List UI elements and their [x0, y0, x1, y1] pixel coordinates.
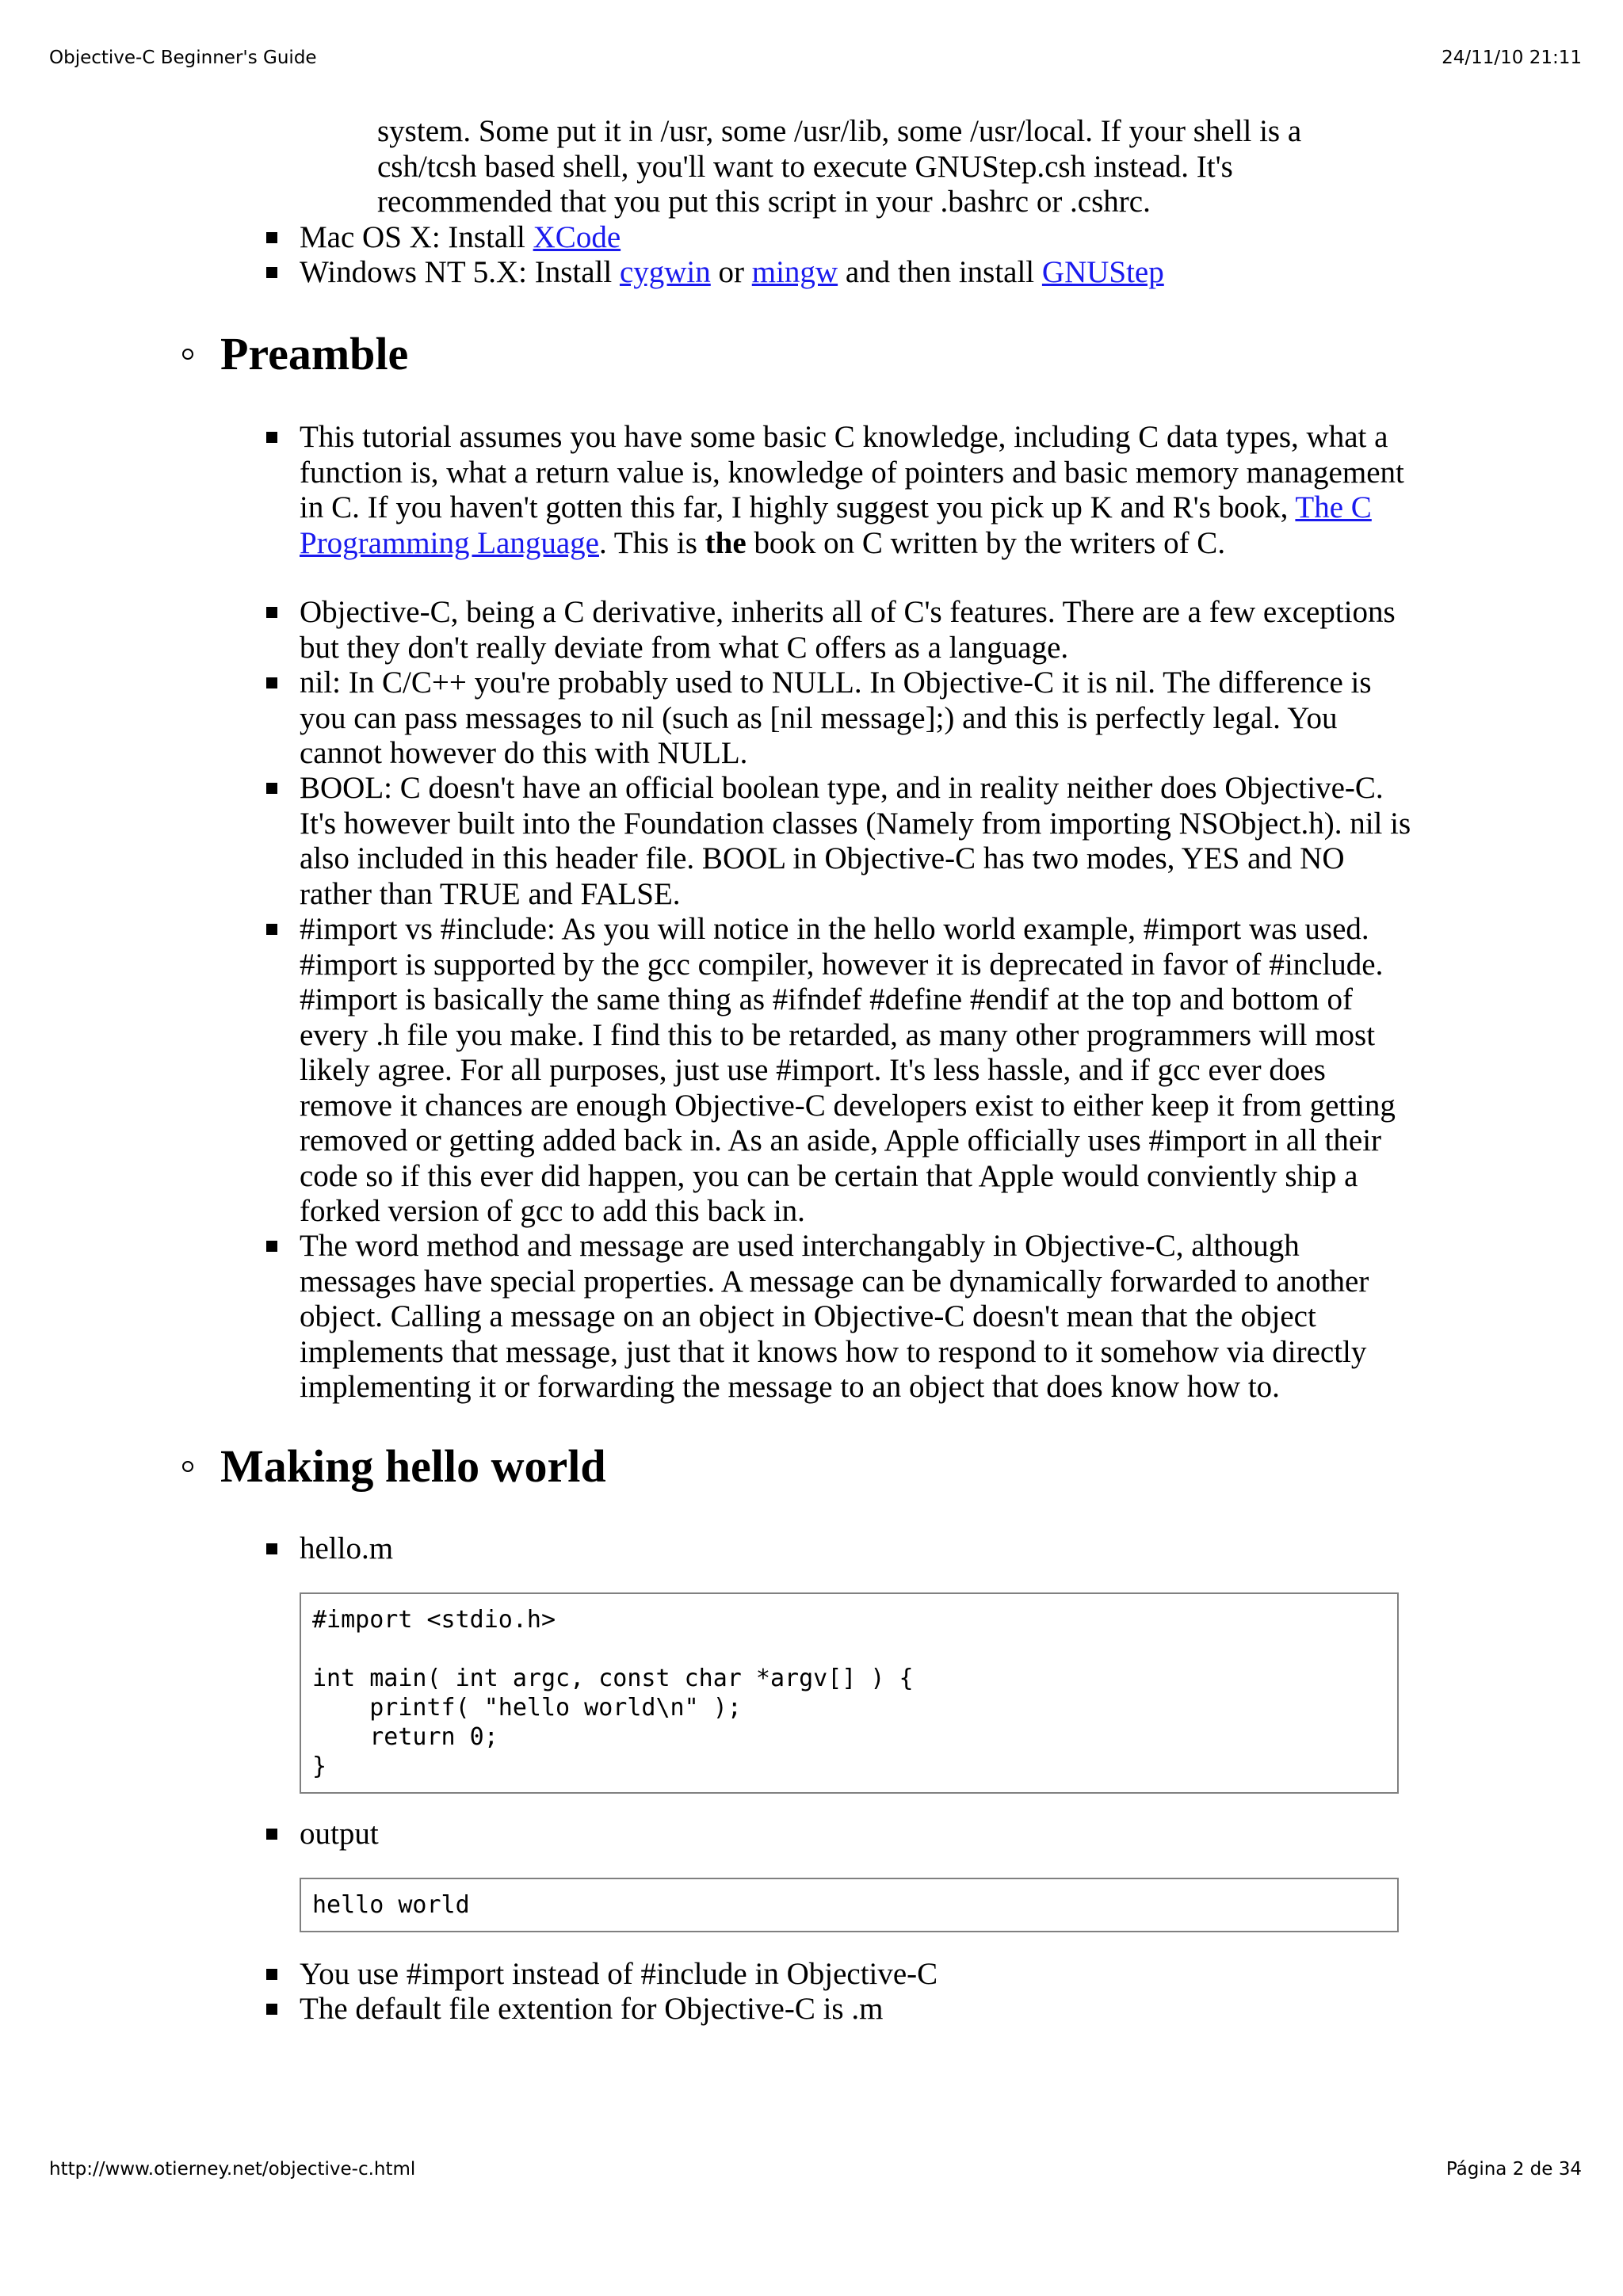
preamble-item-5	[300, 912, 1417, 1230]
square-bullet-icon	[266, 1829, 277, 1840]
mac-text: Mac OS X: Install	[300, 220, 533, 254]
preamble-item-1-bold: the	[705, 525, 747, 560]
preamble-item-1-post: book on C written by the writers of C.	[746, 525, 1226, 560]
c-programming-language-link[interactable]: The C Programming Language	[300, 490, 1372, 560]
preamble-item-1-mid: . This is	[598, 525, 705, 560]
square-bullet-icon	[266, 432, 277, 443]
square-bullet-icon	[266, 1969, 277, 1980]
square-bullet-icon	[266, 783, 277, 794]
preamble-item-5-text: #import vs #include: As you will notice in the hello world example, #import was used. #import is supported by the gcc compiler, however it is deprecated in favor of #include. #import is basically the same thing as #ifndef #define #endif at the top and bottom of every .h file you make. I find this to be retarded, as many other programmers will most likely agree. For all purposes, just use #import. It's less hassle, and if gcc ever does remove it chances are enough Objective-C developers exist to either keep it from getting removed or getting added back in. As an aside, Apple officially uses #import in all their code so if this ever did happen, you can be certain that Apple would conviently ship a forked version of gcc to add this back in.	[300, 912, 1396, 1228]
square-bullet-icon	[266, 677, 277, 688]
cygwin-link[interactable]: cygwin	[619, 255, 711, 289]
page-footer-url: http://www.otierney.net/objective-c.html	[49, 2159, 416, 2180]
circle-bullet-icon	[182, 349, 193, 360]
square-bullet-icon	[266, 607, 277, 618]
mingw-link[interactable]: mingw	[751, 255, 838, 289]
windows-or-text: or	[710, 255, 752, 289]
preamble-item-2	[300, 595, 1417, 666]
list-item-windows	[300, 255, 1417, 291]
preamble-item-4	[300, 771, 1417, 912]
output-label	[300, 1817, 1417, 1852]
windows-mid-text: and then install	[838, 255, 1042, 289]
hello-file-label-text: hello.m	[300, 1531, 394, 1566]
note-item-1	[300, 1957, 1417, 1993]
page-header-title: Objective-C Beginner's Guide	[49, 48, 317, 68]
output-code-block: hello world	[300, 1878, 1399, 1932]
preamble-item-1	[300, 420, 1417, 561]
preamble-heading	[220, 328, 408, 380]
preamble-item-2-text: Objective-C, being a C derivative, inherits all of C's features. There are a few exceptions but they don't really deviate from what C offers as a language.	[300, 595, 1396, 665]
preamble-item-4-text: BOOL: C doesn't have an official boolean type, and in reality neither does Objective-C. It's however built into the Foundation classes (Namely from importing NSObject.h). nil is also included in this header file. BOOL in Objective-C has two modes, YES and NO rather than TRUE and FALSE.	[300, 771, 1411, 911]
windows-text: Windows NT 5.X: Install	[300, 255, 620, 289]
page-footer-page-number: Página 2 de 34	[1445, 2159, 1582, 2180]
square-bullet-icon	[266, 1543, 277, 1554]
hello-file-label	[300, 1531, 1417, 1567]
xcode-link[interactable]: XCode	[533, 220, 621, 254]
preamble-item-3	[300, 666, 1417, 772]
preamble-item-3-text: nil: In C/C++ you're probably used to NULL. In Objective-C it is nil. The difference is you can pass messages to nil (such as [nil message];) and this is perfectly legal. You cannot however do this with NULL.	[300, 666, 1372, 770]
output-label-text: output	[300, 1817, 379, 1851]
gnustep-link[interactable]: GNUStep	[1041, 255, 1164, 289]
square-bullet-icon	[266, 1241, 277, 1252]
page-header-timestamp: 24/11/10 21:11	[1442, 48, 1582, 68]
square-bullet-icon	[266, 232, 277, 243]
hello-world-heading	[220, 1440, 606, 1493]
note-item-2-text: The default file extention for Objective-C is .m	[300, 1992, 884, 2026]
preamble-item-1-text: This tutorial assumes you have some basic C knowledge, including C data types, what a function is, what a return value is, knowledge of pointers and basic memory management in C. If you haven't gotten this far, I highly suggest you pick up K and R's book,	[300, 420, 1404, 524]
square-bullet-icon	[266, 267, 277, 278]
preamble-item-6-text: The word method and message are used interchangably in Objective-C, although messages have special properties. A message can be dynamically forwarded to another object. Calling a message on an object in Objective-C doesn't mean that the object implements that message, just that it knows how to respond to it somehow via directly implementing it or forwarding the message to an object that does know how to.	[300, 1229, 1369, 1404]
preamble-item-6	[300, 1229, 1417, 1405]
circle-bullet-icon	[182, 1461, 193, 1472]
note-item-2	[300, 1992, 1417, 2027]
preamble-heading-text: Preamble	[220, 328, 409, 379]
hello-world-heading-text: Making hello world	[220, 1440, 606, 1492]
note-item-1-text: You use #import instead of #include in Objective-C	[300, 1957, 938, 1991]
square-bullet-icon	[266, 2004, 277, 2015]
setup-continued-paragraph: system. Some put it in /usr, some /usr/lib, some /usr/local. If your shell is a csh/tcsh based shell, you'll want to execute GNUStep.csh instead. It's recommended that you put this script in your .bashrc or .cshrc.	[377, 114, 1302, 219]
hello-code-block: #import <stdio.h> int main( int argc, const char *argv[] ) { printf( "hello world\n" ); return 0; }	[300, 1592, 1399, 1794]
list-item-mac	[300, 220, 1417, 256]
square-bullet-icon	[266, 924, 277, 935]
